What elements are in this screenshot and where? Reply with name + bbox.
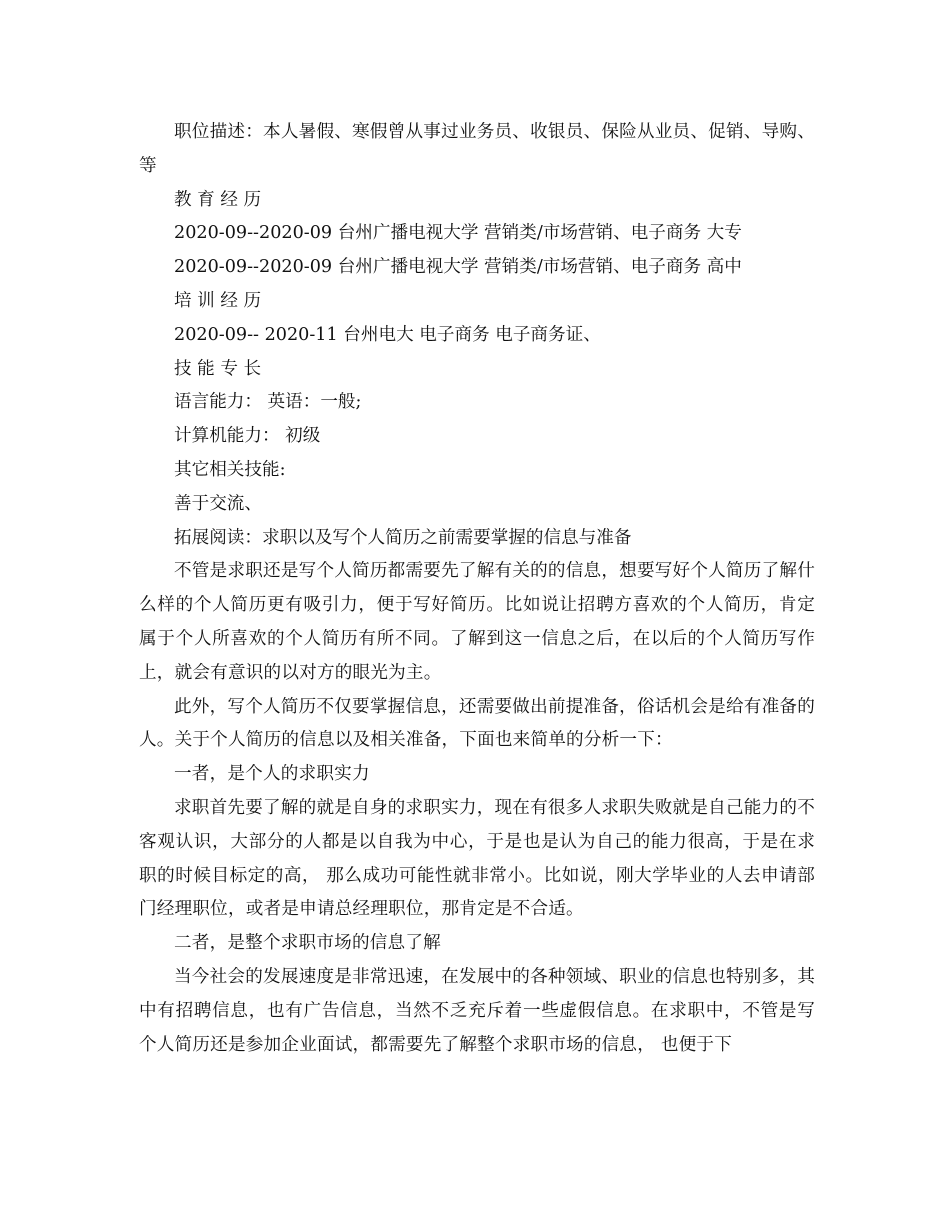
section-heading-second: 二者，是整个求职市场的信息了解 xyxy=(174,933,441,954)
section-heading-first: 一者，是个人的求职实力 xyxy=(174,764,370,785)
extended-reading-title: 拓展阅读：求职以及写个人简历之前需要掌握的信息与准备 xyxy=(174,527,632,548)
skills-heading: 技 能 专 长 xyxy=(174,358,262,379)
training-entry: 2020-09-- 2020-11 台州电大 电子商务 电子商务证、 xyxy=(174,324,601,345)
job-description: 职位描述：本人暑假、寒假曾从事过业务员、收银员、保险从业员、促销、导购、等 xyxy=(139,122,815,176)
training-heading: 培 训 经 历 xyxy=(174,290,262,311)
skill-other-label: 其它相关技能: xyxy=(174,459,286,480)
document-body xyxy=(139,116,815,1062)
skill-computer: 计算机能力： 初级 xyxy=(174,426,321,447)
education-entry: 2020-09--2020-09 台州广播电视大学 营销类/市场营销、电子商务 高中 xyxy=(174,257,742,278)
education-heading: 教 育 经 历 xyxy=(174,189,262,210)
skill-language: 语言能力： 英语：一般; xyxy=(174,392,362,413)
body-paragraph: 此外，写个人简历不仅要掌握信息，还需要做出前提准备，俗话机会是给有准备的人。关于个人简历的信息以及相关准备，下面也来简单的分析一下： xyxy=(139,696,815,751)
body-paragraph: 当今社会的发展速度是非常迅速，在发展中的各种领域、职业的信息也特别多，其中有招聘信息，也有广告信息，当然不乏充斥着一些虚假信息。在求职中，不管是写个人简历还是参加企业面试，都需要先了解整个求职市场的信息， 也便于下 xyxy=(139,966,815,1055)
body-paragraph: 不管是求职还是写个人简历都需要先了解有关的的信息，想要写好个人简历了解什么样的个人简历更有吸引力，便于写好简历。比如说让招聘方喜欢的个人简历，肯定属于个人所喜欢的个人简历有所不同。了解到这一信息之后，在以后的个人简历写作上，就会有意识的以对方的眼光为主。 xyxy=(139,561,815,683)
skill-communication: 善于交流、 xyxy=(174,493,262,514)
education-entry: 2020-09--2020-09 台州广播电视大学 营销类/市场营销、电子商务 大专 xyxy=(174,223,742,244)
body-paragraph: 求职首先要了解的就是自身的求职实力，现在有很多人求职失败就是自己能力的不客观认识，大部分的人都是以自我为中心，于是也是认为自己的能力很高，于是在求职的时候目标定的高， 那么成功可能性就非常小。比如说，刚大学毕业的人去申请部门经理职位，或者是申请总经理职位，那肯定是不合适。 xyxy=(139,797,815,920)
